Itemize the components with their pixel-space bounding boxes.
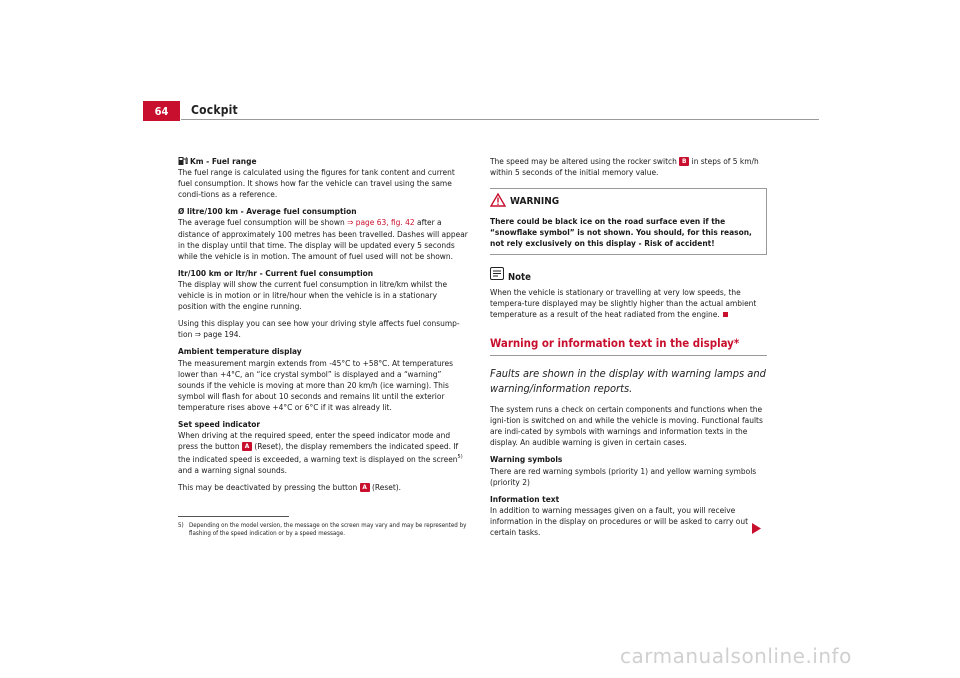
average-consumption-heading: Ø litre/100 km - Average fuel consumption (178, 206, 357, 217)
continue-arrow-icon (752, 519, 761, 538)
section-text: The system runs a check on certain components and functions when the igni-tion is switched on and while the vehicle is moving. Functional faults are indi-cated by symbols with warnings and information texts in the display. An audible warning is given in certain cases. (490, 404, 763, 448)
current-consumption-heading: ltr/100 km or ltr/hr - Current fuel consumption (178, 267, 374, 278)
right-column (490, 156, 767, 544)
warning-triangle-icon (490, 193, 506, 210)
note-heading (490, 267, 767, 283)
text-span: When the vehicle is stationary or travelling at very low speeds, the tempera-ture displayed may be slightly higher than the actual ambient temperature as a result of the heat radiated from the engine. (490, 286, 757, 319)
warning-text: There could be black ice on the road surface even if the “snowflake symbol” is not shown. You should, for this reason, not rely exclusively on this display - Risk of accident! (490, 216, 752, 249)
warning-symbols-heading: Warning symbols (490, 454, 563, 465)
text-span: This may be deactivated by pressing the button (178, 482, 360, 493)
button-b-key: B (679, 157, 689, 166)
set-speed-heading: Set speed indicator (178, 418, 261, 429)
ambient-temperature-heading: Ambient temperature display (178, 346, 302, 357)
footnote (178, 522, 470, 538)
end-mark-icon (723, 312, 728, 317)
warning-symbols-text: There are red warning symbols (priority 1) and yellow warning symbols (priority 2) (490, 465, 757, 487)
left-column (178, 156, 468, 499)
fuel-range-section (178, 156, 468, 167)
note-title-text: Note (508, 271, 531, 283)
set-speed-text (178, 430, 468, 476)
text-span: (Reset). (369, 482, 402, 493)
warning-title (490, 193, 766, 210)
warning-title-text: WARNING (510, 196, 560, 208)
note-icon (490, 267, 504, 283)
footnote-text: Depending on the model version, the message on the screen may vary and may be represented by flashing of the speed indication or by a speed message. (189, 522, 467, 538)
button-a-key: A (360, 483, 370, 492)
fuel-pump-icon (178, 156, 188, 165)
footnote-number: 5) (178, 522, 184, 529)
page-number: 64 (143, 101, 180, 121)
section-title: Warning or information text in the display* (490, 338, 767, 356)
button-a-key: A (242, 442, 252, 451)
current-consumption-text: The display will show the current fuel consumption in litre/km whilst the vehicle is in motion or in litre/hour when the vehicle is in a stationary position with the engine running. (178, 278, 448, 312)
footnote-rule (178, 516, 289, 517)
driving-style-text: Using this display you can see how your driving style affects fuel consump-tion ⇒ page 194. (178, 318, 460, 340)
page-reference-link[interactable]: ⇒ page 63, fig. 42 (347, 217, 415, 228)
text-span: and a warning signal sounds. (178, 465, 287, 476)
text-span: The average fuel consumption will be shown (178, 217, 348, 228)
text-span: after a distance of approximately 100 metres has been travelled. Dashes will appear in the display until that time. The display will be updated every 5 seconds while the vehicle is in motion. The amount of fuel used will not be shown. (178, 217, 468, 261)
text-span: (Reset), the display remembers the indicated speed. If the indicated speed is exceeded, a warning text is displayed on the screen (178, 441, 459, 465)
page-header-title: Cockpit (191, 103, 238, 117)
information-text-heading: Information text (490, 493, 560, 504)
text-span: When driving at the required speed, enter the speed indicator mode and press the button (178, 430, 451, 452)
section-subtitle: Faults are shown in the display with warning lamps and warning/information reports. (490, 367, 766, 396)
ambient-temperature-text: The measurement margin extends from -45°C to +58°C. At temperatures lower than +4°C, an “ice crystal symbol” is displayed and a “warning” sounds if the vehicle is moving at more than 20 km/h (ice warning). This symbol will flash for about 10 seconds and remains lit until the exterior temperature rises above +4°C or 6°C if it was already lit. (178, 357, 454, 412)
note-text (490, 287, 767, 320)
information-text-body: In addition to warning messages given on a fault, you will receive information in the display on procedures or will be asked to carry out certain tasks. (490, 504, 749, 537)
header-rule (181, 119, 819, 120)
rocker-switch-text (490, 156, 767, 178)
deactivate-text (178, 482, 468, 493)
fuel-range-text: The fuel range is calculated using the figures for tank content and current fuel consumption. It shows how far the vehicle can travel using the same condi-tions as a reference. (178, 167, 455, 200)
average-consumption-text (178, 217, 468, 261)
footnote-ref: 5) (457, 454, 463, 461)
watermark: carmanualsonline.info (620, 644, 852, 668)
text-span: in steps of 5 km/h within 5 seconds of the initial memory value. (490, 156, 759, 178)
text-span: The speed may be altered using the rocker switch (490, 156, 680, 166)
fuel-range-heading: Km - Fuel range (190, 156, 257, 166)
warning-box (490, 188, 767, 254)
